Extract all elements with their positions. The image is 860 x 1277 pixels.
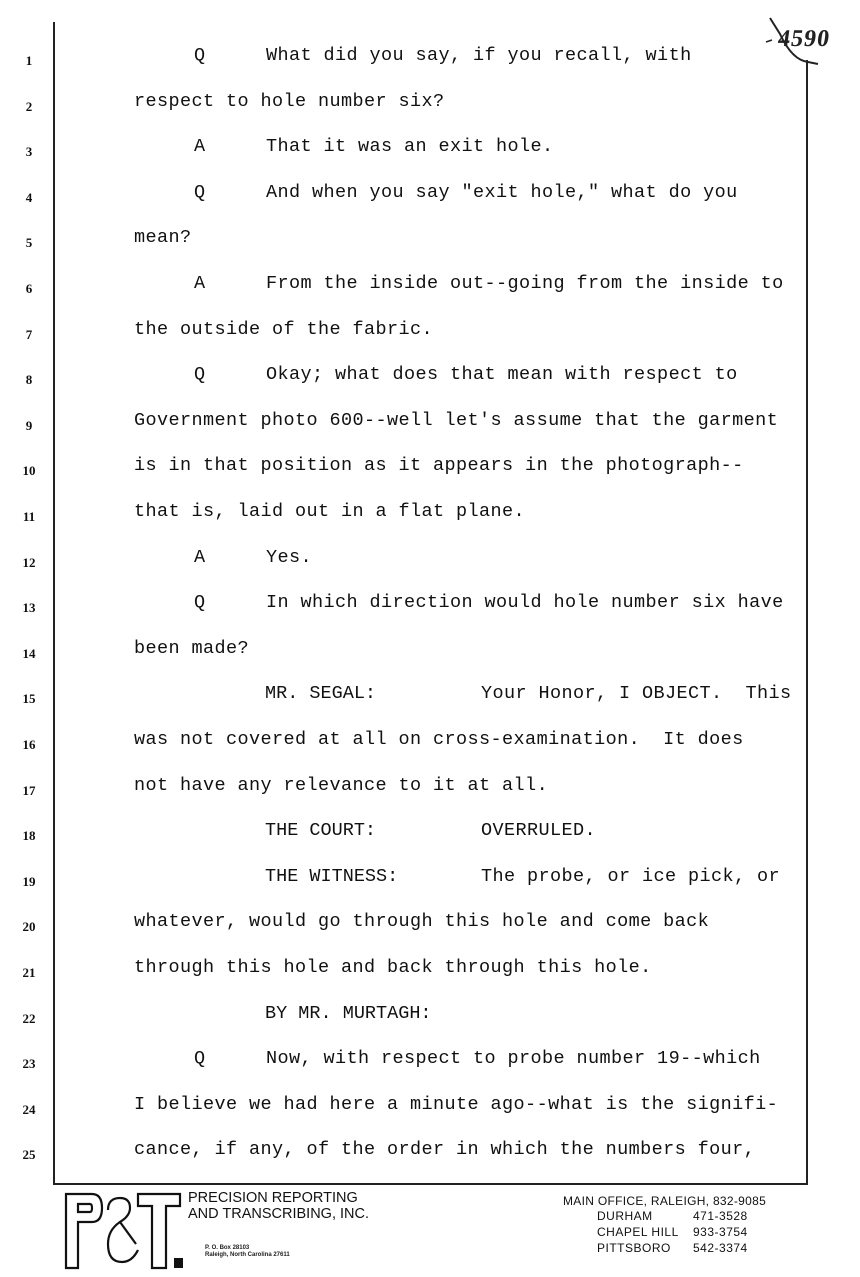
speaker-label: A [194,546,206,568]
transcript-line [0,1139,860,1169]
line-text: Yes. [266,546,313,568]
transcript-line [0,364,860,394]
line-number: 20 [22,919,36,935]
line-text: been made? [134,637,250,659]
line-text: was not covered at all on cross-examination. It does [134,729,744,750]
speaker-label: MR. SEGAL: [265,683,377,705]
line-number: 25 [22,1147,36,1163]
line-number: 22 [22,1010,36,1026]
office-phone: 542-3374 [693,1241,748,1255]
line-number: 1 [25,53,33,68]
line-number: 13 [22,600,36,616]
speaker-label: THE WITNESS: [265,865,399,887]
transcript-line [0,1048,860,1078]
line-number: 19 [22,873,36,889]
line-text: not have any relevance to it at all. [134,774,549,796]
line-number: 23 [22,1056,36,1072]
transcript-line [0,957,860,987]
transcript-line [0,683,860,713]
line-text: The probe, or ice pick, or [481,865,781,887]
line-text: OVERRULED. [481,820,597,842]
speaker-label: THE COURT: [265,820,377,842]
line-number: 8 [25,372,33,388]
office-city: PITTSBORO [597,1241,671,1255]
line-number: 7 [25,326,33,342]
main-office: MAIN OFFICE, RALEIGH, 832-9085 [563,1194,767,1208]
line-text: mean? [134,227,192,249]
line-number: 10 [22,463,36,479]
office-city: DURHAM [597,1209,653,1223]
transcript-line [0,319,860,349]
line-number: 15 [22,691,36,707]
transcript-line [0,638,860,668]
office-row [597,1240,766,1256]
line-number: 2 [25,98,33,114]
address-line1: P. O. Box 28103 [205,1245,250,1251]
speaker-label: Q [194,592,206,614]
speaker-label: Q [194,364,206,386]
line-text: the outside of the fabric. [134,318,434,340]
line-number: 16 [22,737,36,752]
transcript-line [0,410,860,440]
line-text: whatever, would go through this hole and come back [134,911,710,933]
transcript-line [0,866,860,896]
company-logo [62,1190,184,1272]
line-text: In which direction would hole number six have [266,592,784,614]
line-number: 18 [22,828,36,844]
company-address [205,1245,290,1259]
office-phone: 933-3754 [693,1225,748,1239]
speaker-label: A [194,273,206,294]
office-phone: 471-3528 [693,1209,748,1223]
office-row [597,1224,766,1240]
speaker-label: BY MR. MURTAGH: [265,1002,432,1024]
office-city: CHAPEL HILL [597,1225,679,1239]
company-name-line1: PRECISION REPORTING [188,1190,358,1206]
transcript-line [0,1094,860,1124]
line-text: That it was an exit hole. [266,136,554,158]
line-number: 6 [25,281,33,296]
transcript-line [0,45,860,75]
transcript-line [0,182,860,212]
page-number: 4590 [776,26,832,52]
line-text: What did you say, if you recall, with [266,45,692,66]
company-name [188,1190,369,1222]
speaker-label: Q [194,181,206,203]
line-text: that is, laid out in a flat plane. [134,501,526,522]
line-text: cance, if any, of the order in which the numbers four, [134,1139,756,1161]
line-number: 14 [22,645,36,661]
line-text: From the inside out--going from the inside to [266,273,784,294]
line-text: Government photo 600--well let's assume that the garment [134,409,779,431]
transcript-line [0,547,860,577]
address-line2: Raleigh, North Carolina 27611 [205,1252,290,1258]
line-text: through this hole and back through this hole. [134,957,652,978]
line-text: Okay; what does that mean with respect to [266,364,738,386]
line-text: Now, with respect to probe number 19--which [266,1048,761,1070]
office-list [563,1194,766,1256]
footer [0,1186,860,1277]
transcript-line [0,227,860,257]
speaker-label: Q [194,45,206,66]
line-number: 9 [25,417,33,433]
transcript-line [0,91,860,121]
transcript-line [0,592,860,622]
line-number: 5 [25,235,33,251]
office-row [597,1208,766,1224]
line-text: Your Honor, I OBJECT. This [481,683,792,705]
company-name-line2: AND TRANSCRIBING, INC. [188,1206,370,1222]
line-number: 21 [22,965,36,980]
speaker-label: A [194,136,206,158]
line-number: 17 [22,782,36,798]
line-number: 24 [22,1101,36,1117]
line-number: 3 [25,144,33,160]
line-text: is in that position as it appears in the photograph-- [134,455,744,477]
transcript-line [0,273,860,303]
line-number: 11 [22,509,36,524]
line-text: respect to hole number six? [134,90,445,112]
line-number: 4 [25,189,33,205]
transcript-line [0,775,860,805]
speaker-label: Q [194,1048,206,1070]
transcript-line [0,501,860,531]
line-text: I believe we had here a minute ago--what is the signifi- [134,1093,779,1115]
transcript-line [0,136,860,166]
transcript-line [0,911,860,941]
transcript-line [0,1003,860,1033]
line-number: 12 [22,554,36,570]
transcript-line [0,455,860,485]
line-text: And when you say "exit hole," what do you [266,181,738,203]
transcript-line [0,729,860,759]
transcript-line [0,820,860,850]
